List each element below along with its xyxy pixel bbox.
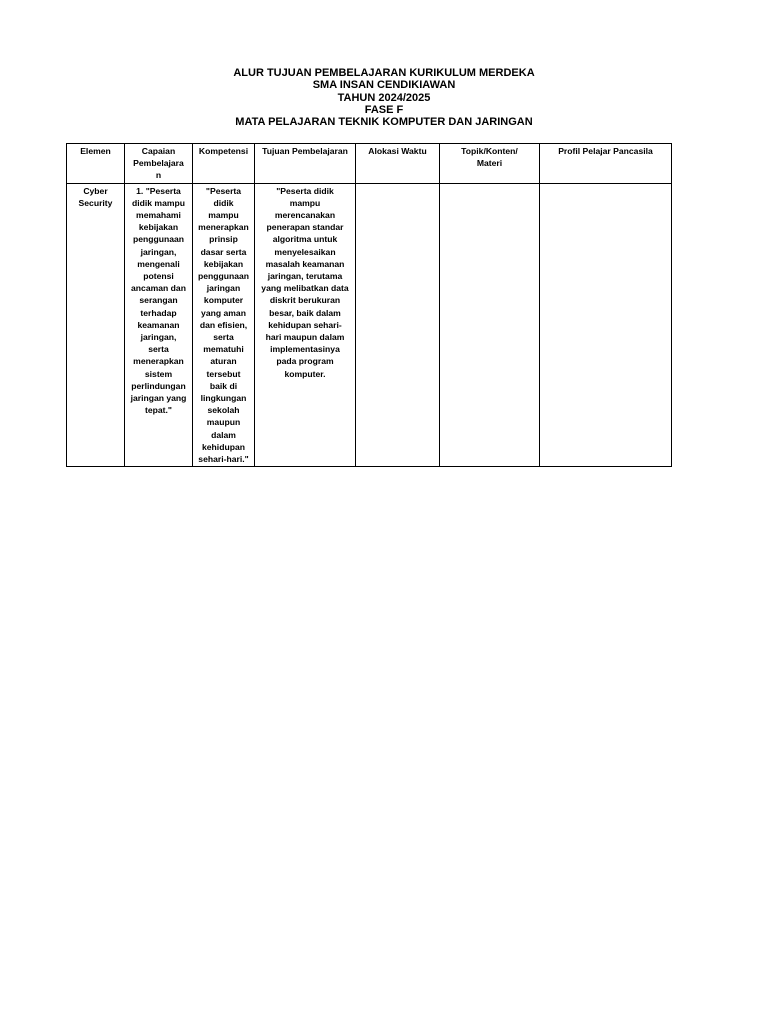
header-tujuan: Tujuan Pembelajaran xyxy=(255,144,356,184)
cell-elemen: Cyber Security xyxy=(67,183,125,467)
header-capaian: Capaian Pembelajara n xyxy=(125,144,193,184)
learning-objectives-table xyxy=(66,143,672,467)
cell-alokasi xyxy=(356,183,440,467)
table-row xyxy=(67,183,672,467)
heading-line-subject: MATA PELAJARAN TEKNIK KOMPUTER DAN JARINGAN xyxy=(235,116,533,129)
heading-line-title: ALUR TUJUAN PEMBELAJARAN KURIKULUM MERDEKA xyxy=(233,67,535,79)
cell-tujuan: "Peserta didik mampu merencanakan penerapan standar algoritma untuk menyelesaikan masalah keamanan jaringan, terutama yang melibatkan data diskrit berukuran besar, baik dalam kehidupan sehari- hari maupun dalam implementasinya pada program komputer. xyxy=(255,183,356,467)
header-elemen: Elemen xyxy=(67,144,125,184)
cell-kompetensi: "Peserta didik mampu menerapkan prinsip dasar serta kebijakan penggunaan jaringan komputer yang aman dan efisien, serta mematuhi aturan tersebut baik di lingkungan sekolah maupun dalam kehidupan sehari-hari." xyxy=(193,183,255,467)
cell-topik xyxy=(440,183,540,467)
document-heading xyxy=(0,67,768,128)
header-topik: Topik/Konten/ Materi xyxy=(440,144,540,184)
cell-profil xyxy=(540,183,672,467)
heading-line-phase: FASE F xyxy=(364,103,404,116)
heading-line-school: SMA INSAN CENDIKIAWAN xyxy=(312,79,456,92)
header-profil: Profil Pelajar Pancasila xyxy=(540,144,672,184)
header-kompetensi: Kompetensi xyxy=(193,144,255,184)
heading-line-year: TAHUN 2024/2025 xyxy=(337,91,431,104)
cell-capaian: 1. "Peserta didik mampu memahami kebijakan penggunaan jaringan, mengenali potensi ancaman dan serangan terhadap keamanan jaringan, serta menerapkan sistem perlindungan jaringan yang tepat." xyxy=(125,183,193,467)
header-alokasi: Alokasi Waktu xyxy=(356,144,440,184)
table-header-row xyxy=(67,144,672,184)
